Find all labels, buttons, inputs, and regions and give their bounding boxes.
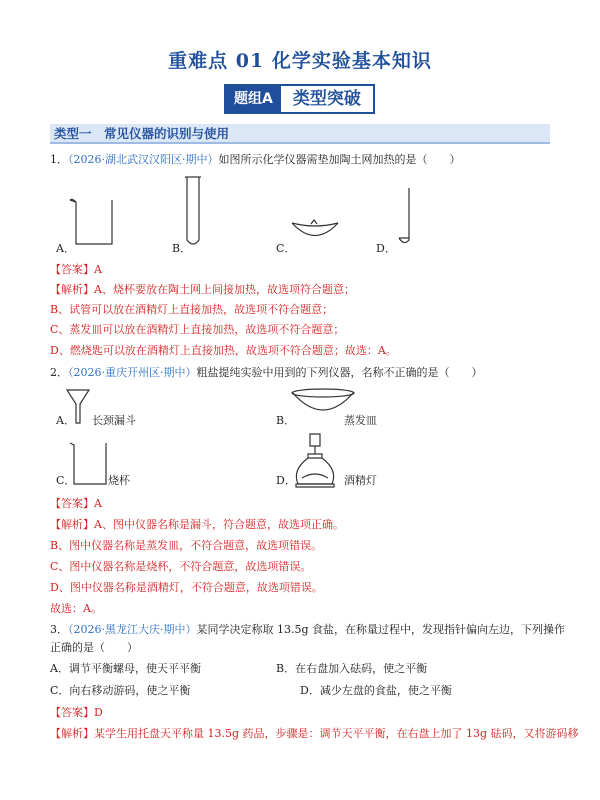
option-c: C．向右移动游码，使之平衡 [50,684,191,697]
question-number: 1． [50,153,68,166]
option-c-letter: C． [56,474,76,487]
answer-line [50,262,102,278]
question-source: （2026·黑龙江大庆·期中） [68,623,197,636]
answer-tag: 【答案】 [50,263,94,276]
analysis-text: 某学生用托盘天平称量 13.5g 药品，步骤是：调节天平平衡，在右盘上加了 13g 砝码，又将游码移 [94,727,579,740]
question-text: 某同学决定称取 13.5g 食盐，在称量过程中，发现指针偏向左边，下列操作 [196,623,566,636]
evaporating-dish-image [291,220,339,242]
answer-line [50,496,102,512]
question-source: （2026·重庆开州区·期中） [68,366,197,379]
group-badge-title: 类型突破 [292,89,361,109]
analysis-tag: 【解析】 [50,518,94,531]
option-a: A． [56,242,75,255]
answer-value: D [94,706,103,719]
section-heading: 类型一 常见仪器的识别与使用 [50,124,550,144]
option-a: A．调节平衡螺母，使天平平衡 [50,662,201,675]
alcohol-lamp-image [290,432,340,488]
option-c-name: 烧杯 [108,474,130,487]
beaker-image [68,196,118,248]
conclusion-line: 故选：A。 [50,602,102,615]
answer-tag: 【答案】 [50,497,94,510]
answer-line [50,705,103,721]
option-d: D． [376,242,396,255]
question-number: 2． [50,366,68,379]
answer-value: A [94,497,102,510]
question-text: 粗盐提纯实验中用到的下列仪器，名称不正确的是（ ） [196,366,483,379]
analysis-line: D、图中仪器名称是酒精灯，不符合题意，故选项错误。 [50,581,323,594]
analysis-line: B、图中仪器名称是蒸发皿，不符合题意，故选项错误。 [50,539,323,552]
option-b: B．在右盘加入砝码，使之平衡 [276,662,428,675]
group-badge-label: 题组A [226,86,281,112]
analysis-line [50,517,344,533]
question-text: 如图所示化学仪器需垫加陶土网加热的是（ ） [218,153,461,166]
page-title: 重难点 01 化学实验基本知识 [168,50,432,72]
option-a-name: 长颈漏斗 [92,414,136,427]
option-c: C． [276,242,296,255]
question-number: 3． [50,623,68,636]
option-d-letter: D． [276,474,296,487]
option-a-letter: A． [56,414,75,427]
analysis-tag: 【解析】 [50,283,94,296]
question-text-continued: 正确的是（ ） [50,641,138,654]
analysis-tag: 【解析】 [50,727,94,740]
analysis-line: C、蒸发皿可以放在酒精灯上直接加热，故选项不符合题意； [50,323,345,336]
combustion-spoon-image [395,188,417,248]
option-d: D．减少左盘的食盐，使之平衡 [300,684,452,697]
option-b-name: 蒸发皿 [344,414,377,427]
analysis-line: C、图中仪器名称是烧杯，不符合题意，故选项错误。 [50,560,312,573]
analysis-text: A、烧杯要放在陶土网上间接加热，故选项符合题意； [94,283,355,296]
answer-tag: 【答案】 [50,706,94,719]
analysis-line: D、燃烧匙可以放在酒精灯上直接加热，故选项不符合题意；故选：A。 [50,344,397,357]
group-badge [224,84,375,114]
option-d-name: 酒精灯 [344,474,377,487]
test-tube-image [185,176,201,248]
question-3 [50,622,565,638]
analysis-line [50,726,579,742]
analysis-text: A、图中仪器名称是漏斗，符合题意，故选项正确。 [94,518,344,531]
analysis-line [50,282,355,298]
option-b: B． [172,242,192,255]
option-b-letter: B． [276,414,296,427]
question-2 [50,365,483,381]
answer-value: A [94,263,102,276]
question-source: （2026·湖北武汉汉阳区·期中） [68,153,219,166]
question-1 [50,152,461,168]
analysis-line: B、试管可以放在酒精灯上直接加热，故选项不符合题意； [50,303,334,316]
